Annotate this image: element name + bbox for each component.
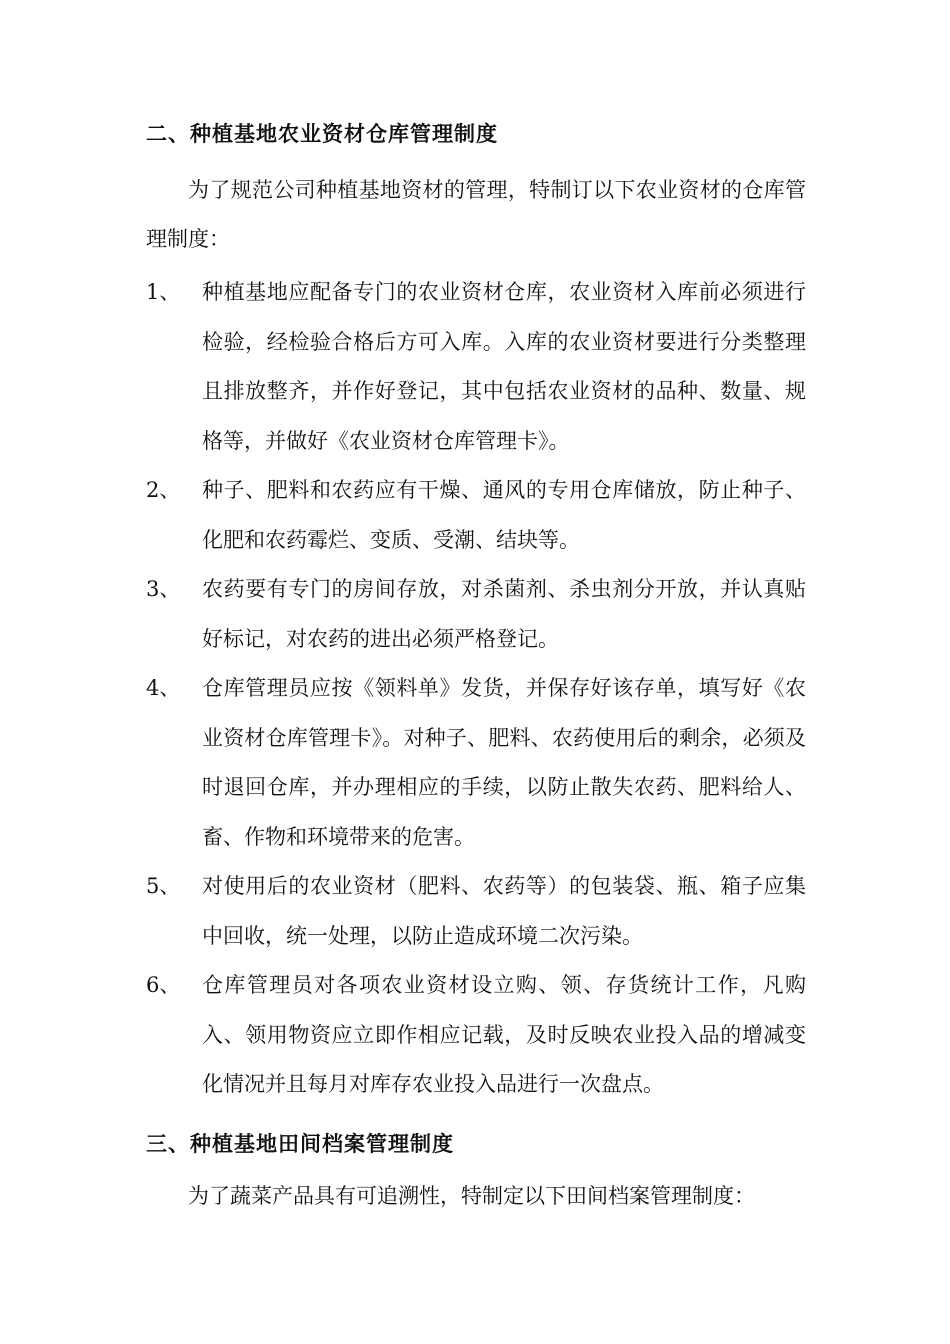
- list-item: [146, 466, 806, 565]
- list-item-number: 3、: [146, 577, 181, 601]
- section-3-intro: 为了蔬菜产品具有可追溯性，特制定以下田间档案管理制度：: [188, 1184, 755, 1208]
- list-item-number: 4、: [146, 676, 181, 700]
- list-item-text: 种子、肥料和农药应有干燥、通风的专用仓库储放，防止种子、化肥和农药霉烂、变质、受潮、结块等。: [202, 478, 806, 552]
- list-item-number: 5、: [146, 874, 181, 898]
- list-item: [146, 664, 806, 862]
- list-item-text: 种植基地应配备专门的农业资材仓库，农业资材入库前必须进行检验，经检验合格后方可入库。入库的农业资材要进行分类整理且排放整齐，并作好登记，其中包括农业资材的品种、数量、规格等，并做好《农业资材仓库管理卡》。: [202, 280, 806, 453]
- section-2-rule-list: [146, 268, 806, 1110]
- section-2-heading: 二、种植基地农业资材仓库管理制度: [146, 122, 498, 146]
- list-item-text: 农药要有专门的房间存放，对杀菌剂、杀虫剂分开放，并认真贴好标记，对农药的进出必须严格登记。: [202, 577, 806, 651]
- list-item-text: 仓库管理员应按《领料单》发货，并保存好该存单，填写好《农业资材仓库管理卡》。对种子、肥料、农药使用后的剩余，必须及时退回仓库，并办理相应的手续，以防止散失农药、肥料给人、畜、作物和环境带来的危害。: [202, 676, 806, 849]
- list-item-number: 2、: [146, 478, 181, 502]
- list-item-text: 对使用后的农业资材（肥料、农药等）的包装袋、瓶、箱子应集中回收，统一处理，以防止造成环境二次污染。: [202, 874, 806, 948]
- section-3-heading: 三、种植基地田间档案管理制度: [146, 1132, 454, 1156]
- list-item: [146, 268, 806, 466]
- list-item: [146, 862, 806, 961]
- list-item-number: 6、: [146, 973, 181, 997]
- list-item-number: 1、: [146, 280, 181, 304]
- section-2-intro: 为了规范公司种植基地资材的管理，特制订以下农业资材的仓库管理制度：: [146, 178, 806, 251]
- list-item: [146, 565, 806, 664]
- list-item: [146, 961, 806, 1110]
- list-item-text: 仓库管理员对各项农业资材设立购、领、存货统计工作，凡购入、领用物资应立即作相应记载，及时反映农业投入品的增减变化情况并且每月对库存农业投入品进行一次盘点。: [202, 973, 806, 1096]
